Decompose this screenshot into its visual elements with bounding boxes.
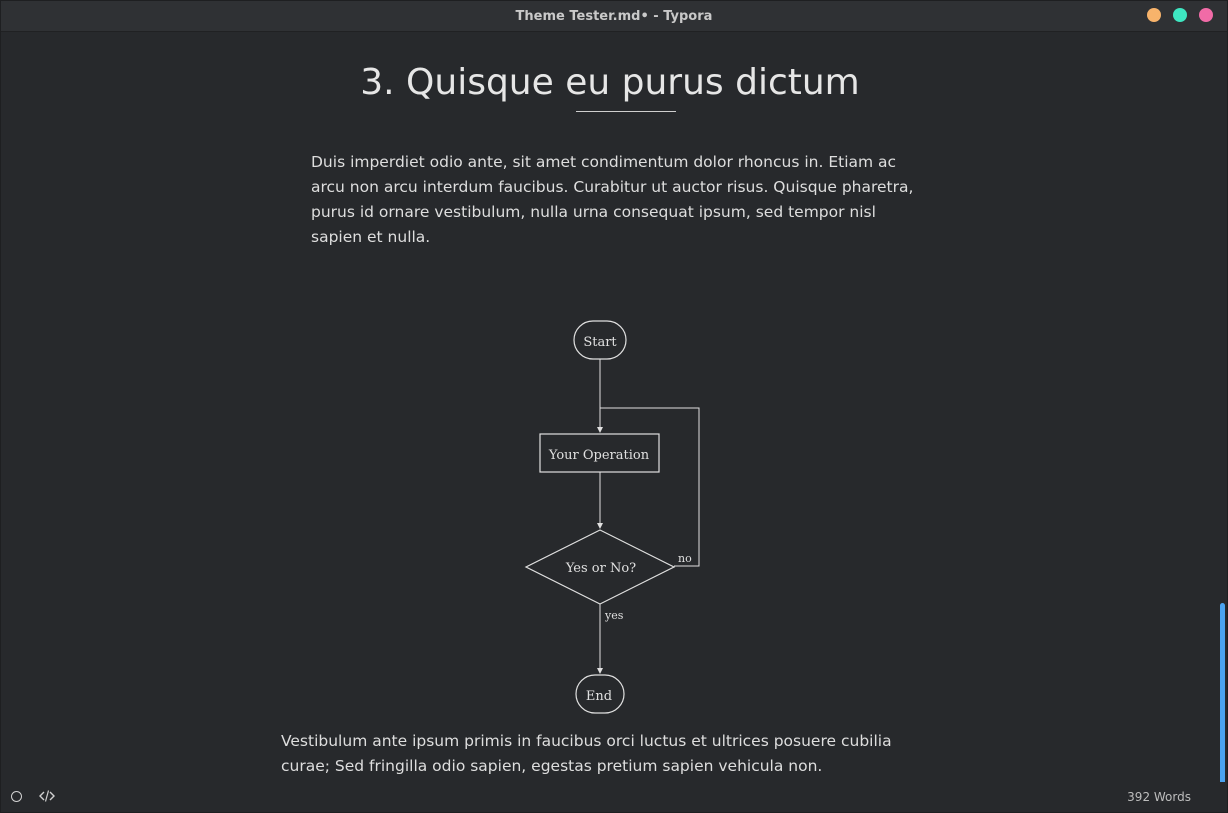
flow-end-label: End <box>585 689 613 704</box>
flow-yes-label: yes <box>605 609 624 622</box>
titlebar[interactable] <box>1 1 1227 32</box>
flow-condition-label: Yes or No? <box>565 561 637 576</box>
window-controls <box>1147 8 1213 22</box>
status-bar <box>1 782 1227 812</box>
section-heading[interactable]: 3. Quisque eu purus dictum <box>360 62 860 103</box>
editor-content[interactable] <box>1 32 1219 782</box>
word-count[interactable]: 392 Words <box>1127 790 1191 804</box>
paragraph-1[interactable]: Duis imperdiet odio ante, sit amet condimentum dolor rhoncus in. Etiam ac arcu non arcu interdum faucibus. Curabitur ut auctor risus. Quisque pharetra, purus id ornare vestibulum, nulla urna consequat ipsum, sed tempor nisl sapien et nulla. <box>311 153 914 246</box>
outline-icon[interactable] <box>11 791 22 802</box>
flow-no-label: no <box>678 552 692 565</box>
flowchart-diagram[interactable] <box>521 286 721 704</box>
flow-operation-label: Your Operation <box>548 448 650 463</box>
minimize-button[interactable] <box>1147 8 1161 22</box>
maximize-button[interactable] <box>1173 8 1187 22</box>
heading-underline <box>576 111 676 112</box>
close-button[interactable] <box>1199 8 1213 22</box>
paragraph-2[interactable]: Vestibulum ante ipsum primis in faucibus orci luctus et ultrices posuere cubilia curae; Sed fringilla odio sapien, egestas pretium sapien vehicula non. <box>281 732 892 775</box>
flow-arrow-no-loop <box>600 408 699 566</box>
source-code-icon[interactable] <box>39 789 55 803</box>
vertical-scrollbar[interactable] <box>1220 603 1225 799</box>
window-title: Theme Tester.md• - Typora <box>515 8 713 24</box>
flow-start-label: Start <box>583 335 617 350</box>
